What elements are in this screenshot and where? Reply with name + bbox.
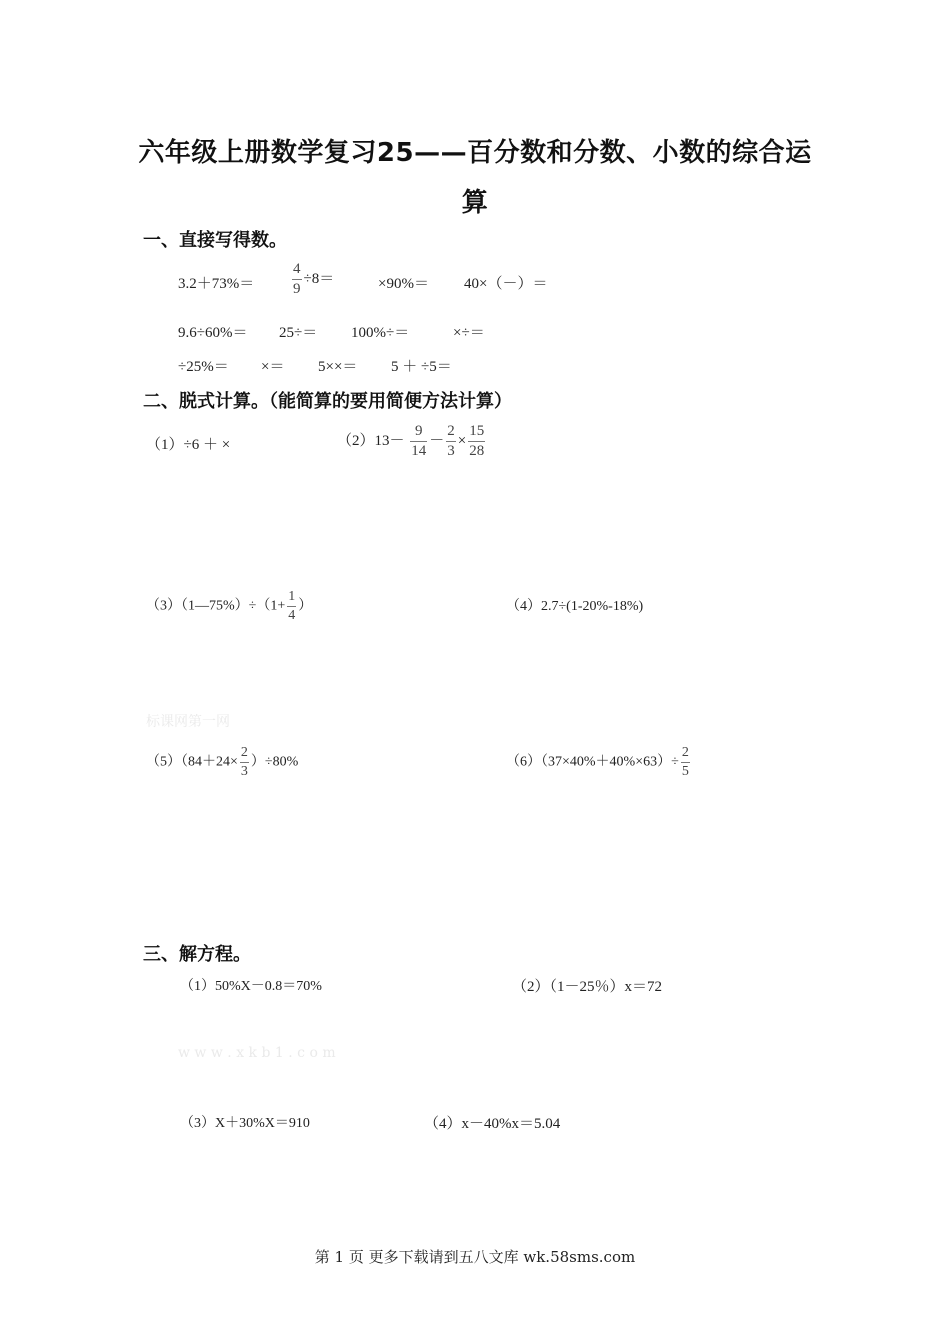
s1-r1-a: 3.2＋73%＝ [178, 276, 255, 292]
s2-problem-1: （1）÷6 ＋ × [146, 437, 231, 453]
fraction-numerator: 2 [240, 745, 248, 760]
s1-r3-a: ÷25%＝ [178, 359, 229, 375]
watermark-1: 标课网第一网 [146, 714, 230, 730]
page-title-line2: 算 [461, 188, 489, 218]
s1-r2-a: 9.6÷60%＝ [178, 325, 248, 341]
page-footer: 第 1 页 更多下载请到五八文库 wk.58sms.com [314, 1248, 636, 1266]
fraction-denominator: 4 [288, 608, 296, 623]
s3-equation-2: （2）（1－25％）x＝72 [512, 979, 663, 995]
s1-r1-b-tail: ÷8＝ [303, 270, 335, 287]
fraction-numerator: 15 [469, 423, 485, 439]
section1-heading: 一、直接写得数。 [143, 230, 287, 251]
s3-equation-4: （4）x－40%x＝5.04 [424, 1116, 561, 1132]
s2-problem-5 [146, 746, 298, 779]
s2-p2-prefix: （2）13－ [337, 432, 405, 449]
s2-p3-fraction [287, 590, 296, 623]
fraction-denominator: 5 [681, 764, 689, 779]
page-title-line1: 六年级上册数学复习25——百分数和分数、小数的综合运 [138, 138, 812, 168]
s2-p5-fraction [240, 746, 249, 779]
fraction-denominator: 14 [411, 443, 427, 459]
s2-p3-suffix: ） [298, 598, 313, 614]
fraction-denominator: 3 [240, 764, 248, 779]
s2-p2-op1: － [429, 432, 445, 449]
section3-heading: 三、解方程。 [143, 944, 251, 965]
s1-r3-c: 5××＝ [318, 359, 358, 375]
fraction-denominator: 28 [469, 443, 485, 459]
s1-r2-c: 100%÷＝ [351, 325, 410, 341]
s2-p5-prefix: （5）（84＋24× [146, 754, 238, 770]
fraction-denominator: 9 [293, 281, 301, 297]
s2-problem-4: （4）2.7÷(1-20%-18%) [506, 599, 644, 614]
s2-p6-fraction [681, 746, 690, 779]
s1-r2-d: ×÷＝ [453, 325, 485, 341]
s1-r1-b-fraction [292, 262, 302, 297]
s1-r1-c: ×90%＝ [378, 276, 429, 292]
s2-p2-fraction-2 [446, 424, 456, 459]
watermark-2: w w w . x k b 1 . c o m [178, 1045, 336, 1061]
fraction-denominator: 3 [447, 443, 455, 459]
s1-r2-b: 25÷＝ [279, 325, 318, 341]
s1-r3-d: 5 ＋ ÷5＝ [391, 359, 452, 375]
s2-p2-fraction-3 [468, 424, 485, 459]
fraction-numerator: 9 [415, 423, 423, 439]
s2-problem-2 [337, 424, 487, 459]
fraction-numerator: 2 [447, 423, 455, 439]
s3-equation-1: （1）50%X－0.8＝70% [180, 979, 322, 994]
fraction-numerator: 4 [293, 261, 301, 277]
s2-problem-3 [146, 590, 312, 623]
s2-p5-suffix: ）÷80% [250, 754, 299, 770]
section2-heading: 二、脱式计算。（能简算的要用简便方法计算） [143, 391, 512, 412]
s2-problem-6 [506, 746, 692, 779]
s1-r1-b [290, 262, 334, 297]
fraction-numerator: 1 [288, 589, 296, 604]
s1-r1-d: 40×（－）＝ [464, 276, 548, 292]
s3-equation-3: （3）X＋30%X＝910 [180, 1116, 310, 1131]
s2-p6-prefix: （6）（37×40%＋40%×63）÷ [506, 754, 679, 770]
s1-r3-b: ×＝ [261, 359, 285, 375]
fraction-numerator: 2 [681, 745, 689, 760]
s2-p2-fraction-1 [410, 424, 427, 459]
s2-p3-prefix: （3）（1—75%）÷（1+ [146, 598, 286, 614]
s2-p2-op2: × [457, 432, 467, 449]
